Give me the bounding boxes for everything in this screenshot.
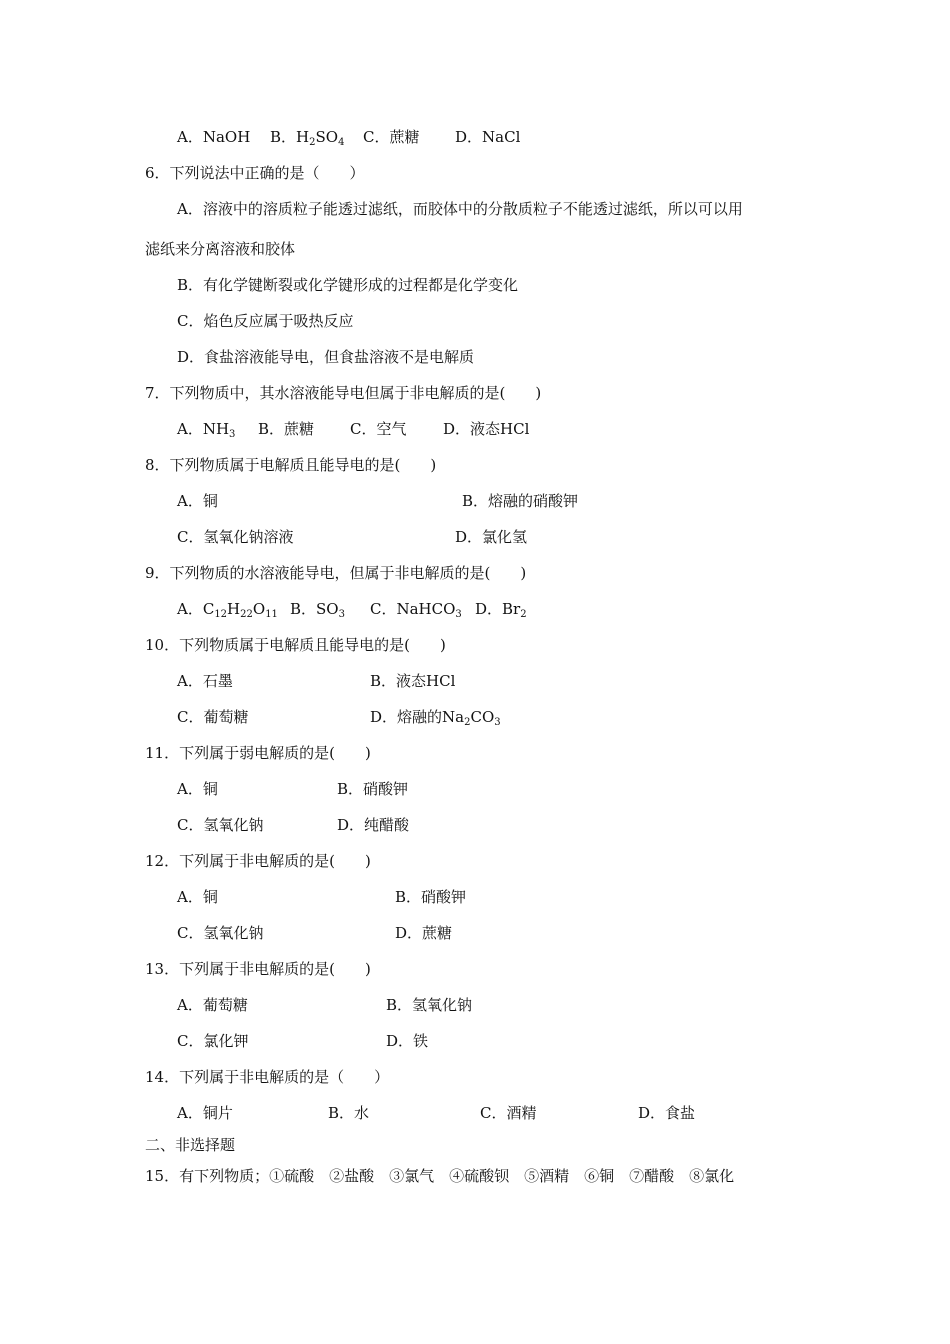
q10-option-d: D．熔融的$Na_2CO_3$	[370, 708, 501, 728]
q6-option-a: A．溶液中的溶质粒子能透过滤纸，而胶体中的分散质粒子不能透过滤纸，所以可以用	[177, 200, 743, 218]
q6-option-b: B．有化学键断裂或化学键形成的过程都是化学变化	[177, 276, 519, 294]
section-title: 二、非选择题	[145, 1136, 236, 1154]
q7-option-b: B．蔗糖	[258, 420, 315, 438]
q14-option-a: A．铜片	[177, 1104, 233, 1122]
q8-option-a: A．铜	[177, 492, 218, 510]
q6-stem: 6．下列说法中正确的是（ ）	[145, 164, 365, 182]
q5-option-a: A．NaOH	[177, 128, 251, 146]
q11-option-b: B．硝酸钾	[337, 780, 409, 798]
q12-option-c: C．氢氧化钠	[177, 924, 264, 942]
q13-option-a: A．葡萄糖	[177, 996, 248, 1014]
q9-option-b: B．$SO_3$	[290, 600, 345, 620]
q12-option-b: B．硝酸钾	[395, 888, 467, 906]
q10-option-b: B．液态HCl	[370, 672, 456, 690]
q12-option-a: A．铜	[177, 888, 218, 906]
q6-option-c: C．焰色反应属于吸热反应	[177, 312, 354, 330]
q7-option-c: C．空气	[350, 420, 407, 438]
q8-option-d: D．氯化氢	[455, 528, 528, 546]
q14-option-b: B．水	[328, 1104, 370, 1122]
q5-option-d: D．NaCl	[455, 128, 521, 146]
q11-option-a: A．铜	[177, 780, 218, 798]
q7-option-a: A．$NH_3$	[177, 420, 236, 440]
q14-stem: 14．下列属于非电解质的是（ ）	[145, 1068, 390, 1086]
q8-option-c: C．氢氧化钠溶液	[177, 528, 294, 546]
q12-option-d: D．蔗糖	[395, 924, 453, 942]
q14-option-d: D．食盐	[638, 1104, 696, 1122]
q10-stem: 10．下列物质属于电解质且能导电的是( )	[145, 636, 446, 654]
q6-option-a-continued: 滤纸来分离溶液和胶体	[145, 240, 296, 258]
q5-option-b: B．$H_2SO_4$	[270, 128, 345, 148]
q9-option-d: D．$Br_2$	[475, 600, 527, 620]
q14-option-c: C．酒精	[480, 1104, 537, 1122]
q9-stem: 9．下列物质的水溶液能导电，但属于非电解质的是( )	[145, 564, 527, 582]
q13-option-c: C．氯化钾	[177, 1032, 249, 1050]
q15-stem: 15．有下列物质；①硫酸 ②盐酸 ③氯气 ④硫酸钡 ⑤酒精 ⑥铜 ⑦醋酸 ⑧氯化	[145, 1167, 735, 1185]
q13-option-d: D．铁	[386, 1032, 429, 1050]
q11-option-c: C．氢氧化钠	[177, 816, 264, 834]
q7-stem: 7．下列物质中，其水溶液能导电但属于非电解质的是( )	[145, 384, 542, 402]
q9-option-a: A．$C_{12}H_{22}O_{11}$	[177, 600, 278, 620]
q13-stem: 13．下列属于非电解质的是( )	[145, 960, 371, 978]
q11-stem: 11．下列属于弱电解质的是( )	[145, 744, 371, 762]
q8-stem: 8．下列物质属于电解质且能导电的是( )	[145, 456, 437, 474]
q9-option-c: C．NaHCO$_3$	[370, 600, 462, 620]
q5-option-c: C．蔗糖	[363, 128, 420, 146]
q10-option-c: C．葡萄糖	[177, 708, 249, 726]
q12-stem: 12．下列属于非电解质的是( )	[145, 852, 371, 870]
q6-option-d: D．食盐溶液能导电，但食盐溶液不是电解质	[177, 348, 475, 366]
q10-option-a: A．石墨	[177, 672, 233, 690]
q8-option-b: B．熔融的硝酸钾	[462, 492, 579, 510]
q7-option-d: D．液态HCl	[443, 420, 530, 438]
q13-option-b: B．氢氧化钠	[386, 996, 473, 1014]
q11-option-d: D．纯醋酸	[337, 816, 410, 834]
